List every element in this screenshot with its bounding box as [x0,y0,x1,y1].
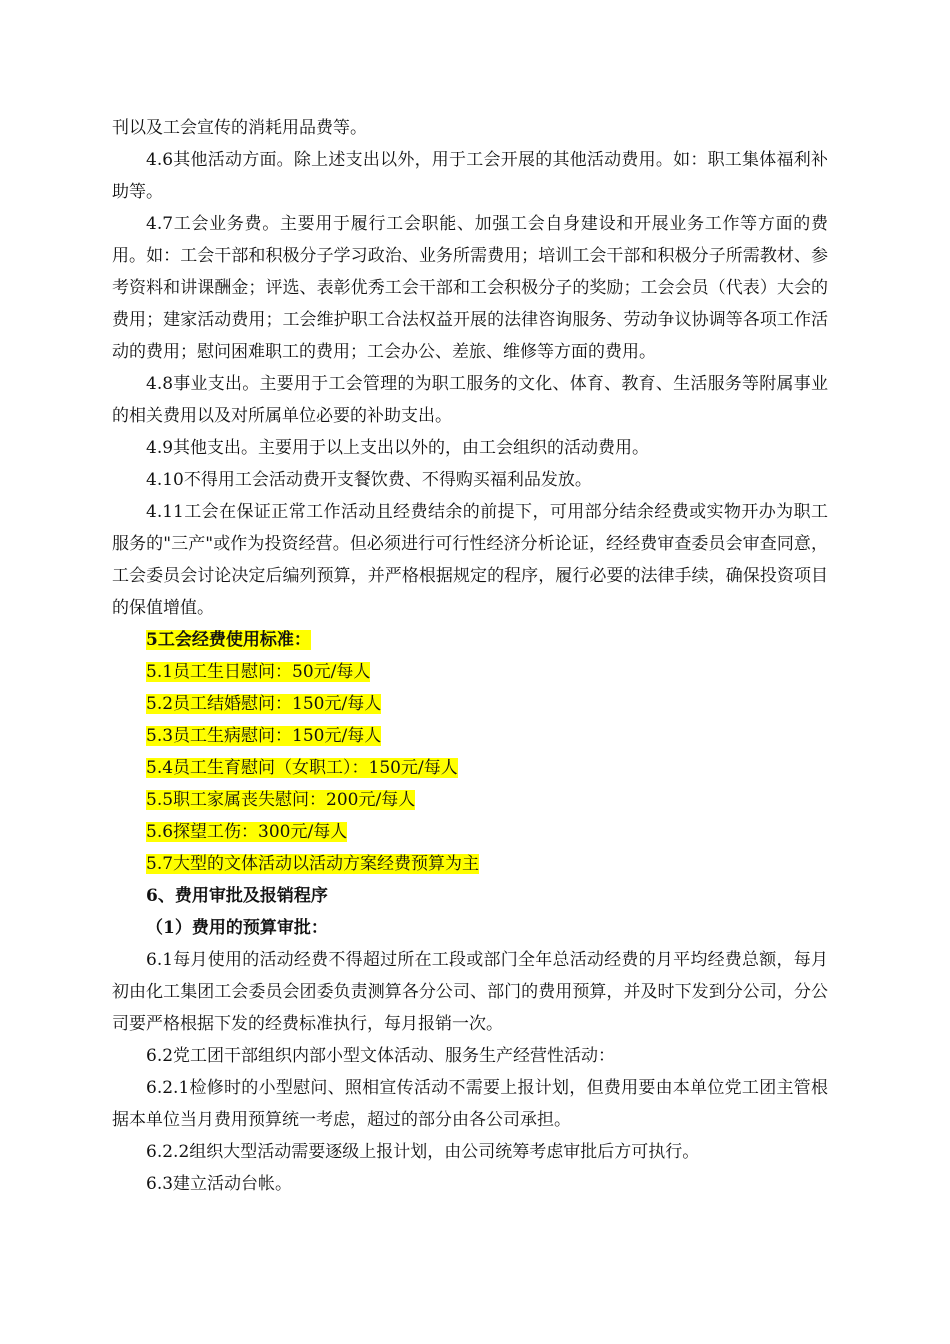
paragraph-text: 5.5职工家属丧失慰问：200元/每人 [146,790,416,810]
paragraph [112,912,828,944]
paragraph [112,144,828,208]
paragraph [112,432,828,464]
paragraph-text: 6.2.1检修时的小型慰问、照相宣传活动不需要上报计划，但费用要由本单位党工团主管根据本单位当月费用预算统一考虑，超过的部分由各公司承担。 [112,1078,828,1130]
paragraph-text: 4.7工会业务费。主要用于履行工会职能、加强工会自身建设和开展业务工作等方面的费用。如：工会干部和积极分子学习政治、业务所需费用；培训工会干部和积极分子所需教材、参考资料和讲课酬金；评选、表彰优秀工会干部和工会积极分子的奖励；工会会员（代表）大会的费用；建家活动费用；工会维护职工合法权益开展的法律咨询服务、劳动争议协调等各项工作活动的费用；慰问困难职工的费用；工会办公、差旅、维修等方面的费用。 [112,214,828,362]
paragraph [112,464,828,496]
paragraph [112,368,828,432]
highlighted-paragraph [112,784,828,816]
paragraph-text: 4.9其他支出。主要用于以上支出以外的，由工会组织的活动费用。 [146,438,650,458]
highlighted-paragraph [112,720,828,752]
paragraph [112,496,828,624]
paragraph [112,208,828,368]
paragraph-text: 4.8事业支出。主要用于工会管理的为职工服务的文化、体育、教育、生活服务等附属事业的相关费用以及对所属单位必要的补助支出。 [112,374,828,426]
paragraph [112,1040,828,1072]
paragraph [112,1072,828,1136]
paragraph-text: 5.2员工结婚慰问：150元/每人 [146,694,382,714]
paragraph-text: 6.2.2组织大型活动需要逐级上报计划，由公司统筹考虑审批后方可执行。 [146,1142,700,1162]
highlighted-paragraph [112,656,828,688]
paragraph [112,1168,828,1200]
paragraph [112,112,828,144]
paragraph-text: 4.6其他活动方面。除上述支出以外，用于工会开展的其他活动费用。如：职工集体福利补助等。 [112,150,828,202]
highlighted-paragraph [112,816,828,848]
paragraph-text: 5.1员工生日慰问：50元/每人 [146,662,371,682]
highlighted-paragraph [112,624,828,656]
paragraph [112,1136,828,1168]
highlighted-paragraph [112,848,828,880]
paragraph-text: 刊以及工会宣传的消耗用品费等。 [112,118,367,138]
paragraph-text: 6.3建立活动台帐。 [146,1174,293,1194]
highlighted-paragraph [112,752,828,784]
paragraph-text: 6、费用审批及报销程序 [146,886,328,906]
paragraph-text: 5.6探望工伤：300元/每人 [146,822,348,842]
paragraph-text: （1）费用的预算审批： [146,918,328,938]
paragraph-text: 5.7大型的文体活动以活动方案经费预算为主 [146,854,480,874]
paragraph [112,944,828,1040]
document-body [112,112,828,1200]
paragraph [112,880,828,912]
paragraph-text: 6.2党工团干部组织内部小型文体活动、服务生产经营性活动： [146,1046,616,1066]
highlighted-paragraph [112,688,828,720]
paragraph-text: 4.11工会在保证正常工作活动且经费结余的前提下，可用部分结余经费或实物开办为职工服务的"三产"或作为投资经营。但必须进行可行性经济分析论证，经经费审查委员会审查同意，工会委员会讨论决定后编列预算，并严格根据规定的程序，履行必要的法律手续，确保投资项目的保值增值。 [112,502,828,618]
paragraph-text: 5.3员工生病慰问：150元/每人 [146,726,382,746]
paragraph-text: 6.1每月使用的活动经费不得超过所在工段或部门全年总活动经费的月平均经费总额，每月初由化工集团工会委员会团委负责测算各分公司、部门的费用预算，并及时下发到分公司，分公司要严格根据下发的经费标准执行，每月报销一次。 [112,950,828,1034]
paragraph-text: 5工会经费使用标准： [146,630,311,650]
paragraph-text: 5.4员工生育慰问（女职工）：150元/每人 [146,758,458,778]
paragraph-text: 4.10不得用工会活动费开支餐饮费、不得购买福利品发放。 [146,470,592,490]
